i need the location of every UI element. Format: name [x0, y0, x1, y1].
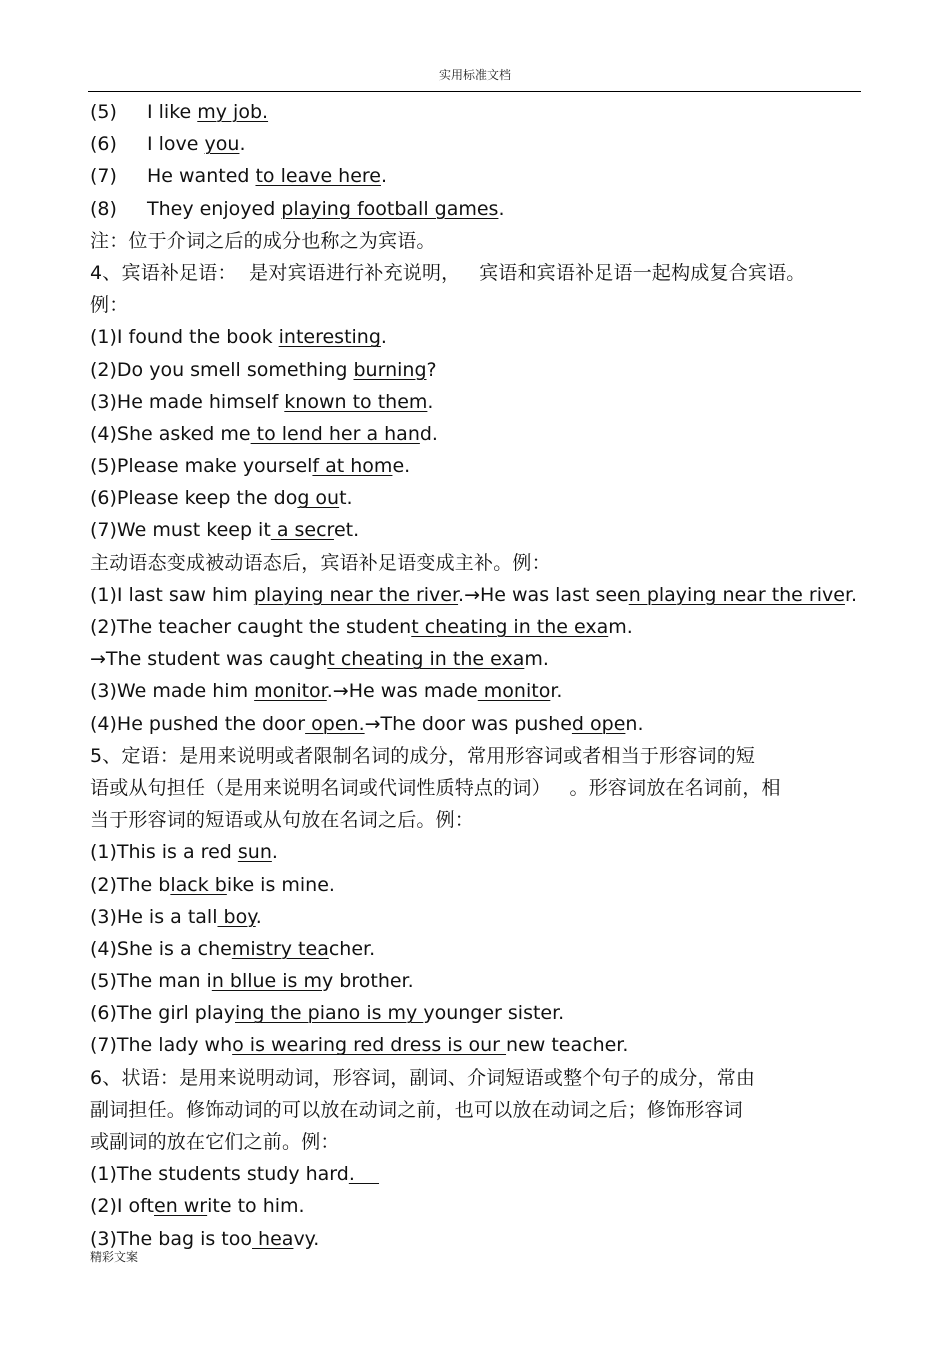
text-segment: e. — [392, 455, 411, 478]
text-segment: (4)He pushed the door — [90, 712, 306, 735]
text-segment: 主动语态变成被动语态后，宾语补足语变成主补。例： — [90, 551, 551, 574]
line-number: (8) — [90, 197, 117, 220]
underlined-text: . — [348, 1163, 380, 1186]
example-line — [90, 450, 860, 482]
line-number: (5) — [90, 101, 117, 123]
example-line — [90, 160, 860, 192]
paragraph-line — [90, 225, 860, 257]
example-line — [90, 96, 860, 128]
text-segment: (3)He made himself — [90, 390, 285, 413]
underlined-text: my job. — [197, 101, 269, 123]
text-segment: (3)The bag is too — [90, 1227, 253, 1250]
paragraph-line — [90, 740, 860, 772]
text-segment: (3)He is a tall — [90, 905, 218, 928]
text-segment: . — [255, 905, 262, 928]
paragraph-line — [90, 289, 860, 321]
text-segment: (4)She asked me — [90, 422, 251, 445]
underlined-text: to leave here — [255, 165, 381, 188]
underlined-text: you — [204, 133, 240, 156]
text-segment: (5)Please make yoursel — [90, 455, 313, 478]
example-line — [90, 997, 860, 1029]
underlined-text: monitor — [254, 680, 327, 703]
paragraph-line — [90, 772, 860, 804]
example-line — [90, 321, 860, 353]
example-line — [90, 643, 860, 675]
text-segment: d. — [419, 422, 438, 445]
text-segment: ite to him. — [207, 1195, 305, 1218]
example-line — [90, 901, 860, 933]
text-segment: I love — [147, 133, 205, 156]
text-segment: younger sister. — [423, 1002, 565, 1025]
text-segment: He wanted — [147, 165, 256, 188]
example-line — [90, 514, 860, 546]
underlined-text: t cheating in the exa — [411, 616, 609, 638]
underlined-text: lack b — [170, 873, 227, 896]
text-segment: (5)The man i — [90, 970, 212, 993]
text-segment: 4、宾语补足语： 是对宾语进行补充说明， 宾语和宾语补足语一起构成复合宾语。 — [90, 261, 806, 284]
document-body — [90, 96, 860, 1255]
underlined-text: sun — [237, 841, 272, 864]
text-segment: (6)The girl play — [90, 1002, 235, 1025]
underlined-text: open. — [305, 712, 365, 735]
text-segment: .→He was last see — [458, 583, 629, 606]
paragraph-line — [90, 257, 860, 289]
underlined-text: boy — [217, 905, 256, 928]
text-segment: (1)This is a red — [90, 841, 238, 864]
text-segment: et. — [333, 519, 360, 542]
underlined-text: mistry tea — [231, 937, 329, 960]
text-segment: 副词担任。修饰动词的可以放在动词之前，也可以放在动词之后；修饰形容词 — [90, 1098, 743, 1121]
underlined-text: to lend her a han — [250, 422, 420, 445]
paragraph-line — [90, 1062, 860, 1094]
line-number: (7) — [90, 165, 117, 188]
text-segment: (1)I found the book — [90, 326, 279, 349]
text-segment: . — [380, 326, 387, 349]
example-line — [90, 482, 860, 514]
paragraph-line — [90, 547, 860, 579]
text-segment: ? — [426, 358, 437, 381]
text-segment: 或副词的放在它们之前。例： — [90, 1131, 340, 1153]
underlined-text: o is wearing red dress is our — [232, 1034, 507, 1057]
example-line — [90, 386, 860, 418]
underlined-text: burning — [353, 358, 427, 381]
example-line — [90, 675, 860, 707]
text-segment: →The student was caugh — [90, 648, 328, 671]
text-segment: ike is mine. — [226, 873, 335, 896]
text-segment: (3)We made him — [90, 680, 255, 703]
text-segment: r. — [550, 680, 563, 703]
example-line — [90, 708, 860, 740]
text-segment: (2)The teacher caught the studen — [90, 616, 412, 638]
text-segment: t. — [339, 487, 353, 510]
underlined-text: f at hom — [312, 455, 393, 478]
text-segment: (6)Please keep the do — [90, 487, 298, 510]
example-line — [90, 418, 860, 450]
paragraph-line — [90, 804, 860, 836]
text-segment: 5、定语：是用来说明或者限制名词的成分，常用形容词或者相当于形容词的短 — [90, 744, 756, 767]
underlined-text: en wr — [154, 1195, 208, 1218]
text-segment: (2)I oft — [90, 1195, 154, 1218]
underlined-text: d ope — [571, 712, 626, 735]
header-rule — [88, 91, 861, 92]
text-segment: y brother. — [322, 970, 414, 993]
example-line — [90, 1029, 860, 1061]
example-line — [90, 836, 860, 868]
text-segment: . — [427, 390, 434, 413]
example-line — [90, 354, 860, 386]
example-line — [90, 1158, 860, 1190]
underlined-text: n bllue is m — [211, 970, 323, 993]
text-segment: 当于形容词的短语或从句放在名词之后。例： — [90, 809, 475, 832]
text-segment: new teacher. — [506, 1034, 629, 1057]
underlined-text: n playing near the rive — [628, 583, 845, 606]
text-segment: r. — [844, 583, 858, 606]
example-line — [90, 965, 860, 997]
text-segment: .→He was made — [326, 680, 478, 703]
page-footer: 精彩文案 — [90, 1250, 139, 1264]
text-segment: . — [381, 165, 388, 188]
example-line — [90, 933, 860, 965]
underlined-text: hea — [252, 1227, 294, 1250]
underlined-text: t cheating in the exa — [327, 648, 525, 671]
text-segment: 语或从句担任（是用来说明名词或代词性质特点的词） 。形容词放在名词前，相 — [90, 776, 781, 799]
text-segment: (7)The lady wh — [90, 1034, 233, 1057]
text-segment: . — [498, 197, 505, 220]
text-segment: m. — [524, 648, 549, 671]
example-line — [90, 128, 860, 160]
text-segment: (4)She is a che — [90, 937, 232, 960]
example-line — [90, 611, 860, 643]
underlined-text: known to them — [284, 390, 428, 413]
example-line — [90, 193, 860, 225]
text-segment: . — [239, 133, 246, 156]
text-segment: →The door was pushe — [364, 712, 572, 735]
underlined-text: monito — [477, 680, 551, 703]
underlined-text: ing the piano is my — [235, 1002, 424, 1025]
underlined-text: interesting — [278, 326, 381, 349]
example-line — [90, 1190, 860, 1222]
text-segment: cher. — [328, 937, 376, 960]
example-line — [90, 579, 860, 611]
paragraph-line — [90, 1094, 860, 1126]
text-segment: (7)We must keep it — [90, 519, 271, 542]
text-segment: (2)Do you smell something — [90, 358, 354, 381]
text-segment: 6、状语：是用来说明动词，形容词，副词、介词短语或整个句子的成分，常由 — [90, 1066, 756, 1089]
text-segment: 注：位于介词之后的成分也称之为宾语。 — [90, 229, 436, 252]
text-segment: m. — [608, 616, 633, 638]
page-header: 实用标准文档 — [438, 68, 511, 82]
example-line — [90, 869, 860, 901]
example-line — [90, 1223, 860, 1255]
text-segment: I like — [147, 101, 198, 123]
text-segment: 例： — [90, 294, 129, 317]
text-segment: n. — [625, 712, 644, 735]
text-segment: (1)The students study hard — [90, 1163, 349, 1186]
line-number: (6) — [90, 133, 117, 156]
underlined-text: g ou — [297, 487, 340, 510]
text-segment: (2)The b — [90, 873, 171, 896]
underlined-text: a secr — [270, 519, 334, 542]
text-segment: vy. — [293, 1227, 320, 1250]
underlined-text: playing near the river — [253, 583, 459, 606]
text-segment: . — [271, 841, 278, 864]
paragraph-line — [90, 1126, 860, 1158]
text-segment: (1)I last saw him — [90, 583, 254, 606]
underlined-text: playing football games — [281, 197, 499, 220]
text-segment: They enjoyed — [147, 197, 282, 220]
